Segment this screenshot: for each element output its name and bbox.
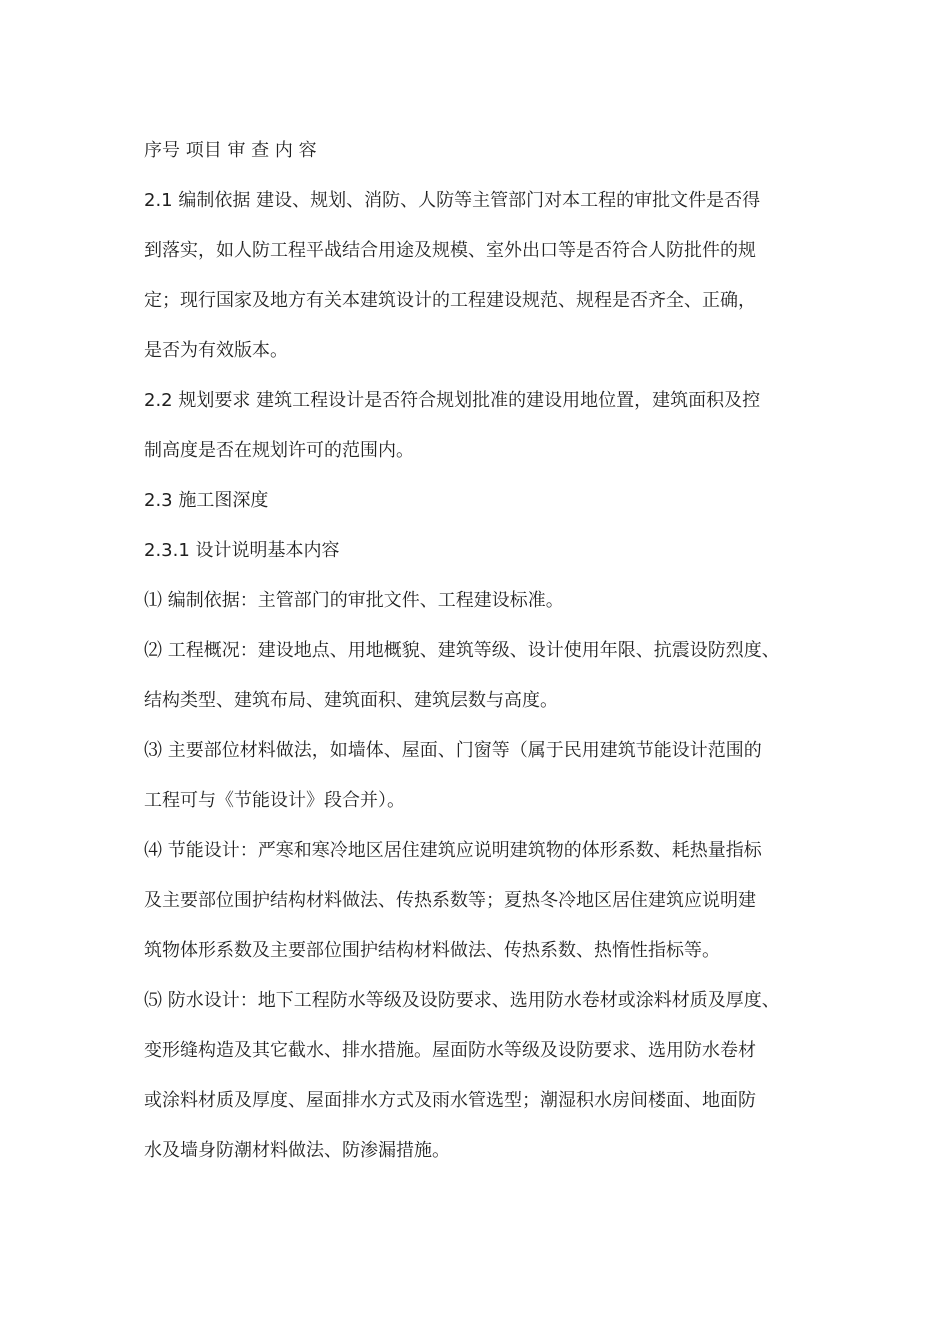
section-heading: 2.3 施工图深度: [144, 490, 269, 511]
text-line: 定；现行国家及地方有关本建筑设计的工程建设规范、规程是否齐全、正确，: [144, 290, 756, 311]
text-line: 2.2 规划要求 建筑工程设计是否符合规划批准的建设用地位置，建筑面积及控: [144, 390, 761, 411]
list-item: ⑵ 工程概况：建设地点、用地概貌、建筑等级、设计使用年限、抗震设防烈度、: [144, 640, 780, 661]
text-line: 或涂料材质及厚度、屋面排水方式及雨水管选型；潮湿积水房间楼面、地面防: [144, 1090, 756, 1111]
list-item: ⑷ 节能设计：严寒和寒冷地区居住建筑应说明建筑物的体形系数、耗热量指标: [144, 840, 762, 861]
text-line: 2.1 编制依据 建设、规划、消防、人防等主管部门对本工程的审批文件是否得: [144, 190, 761, 211]
text-line: 到落实，如人防工程平战结合用途及规模、室外出口等是否符合人防批件的规: [144, 240, 756, 261]
text-line: 工程可与《节能设计》段合并）。: [144, 790, 405, 811]
table-header-line: 序号 项目 审 查 内 容: [144, 140, 317, 161]
text-line: 变形缝构造及其它截水、排水措施。屋面防水等级及设防要求、选用防水卷材: [144, 1040, 756, 1061]
text-line: 制高度是否在规划许可的范围内。: [144, 440, 414, 461]
document-body: [144, 133, 814, 1183]
text-line: 及主要部位围护结构材料做法、传热系数等；夏热冬冷地区居住建筑应说明建: [144, 890, 756, 911]
text-line: 水及墙身防潮材料做法、防渗漏措施。: [144, 1140, 450, 1161]
text-line: 筑物体形系数及主要部位围护结构材料做法、传热系数、热惰性指标等。: [144, 940, 720, 961]
text-line: 结构类型、建筑布局、建筑面积、建筑层数与高度。: [144, 690, 558, 711]
list-item: ⑴ 编制依据：主管部门的审批文件、工程建设标准。: [144, 590, 564, 611]
text-line: 是否为有效版本。: [144, 340, 288, 361]
list-item: ⑶ 主要部位材料做法，如墙体、屋面、门窗等（属于民用建筑节能设计范围的: [144, 740, 762, 761]
subsection-heading: 2.3.1 设计说明基本内容: [144, 540, 340, 561]
list-item: ⑸ 防水设计：地下工程防水等级及设防要求、选用防水卷材或涂料材质及厚度、: [144, 990, 780, 1011]
